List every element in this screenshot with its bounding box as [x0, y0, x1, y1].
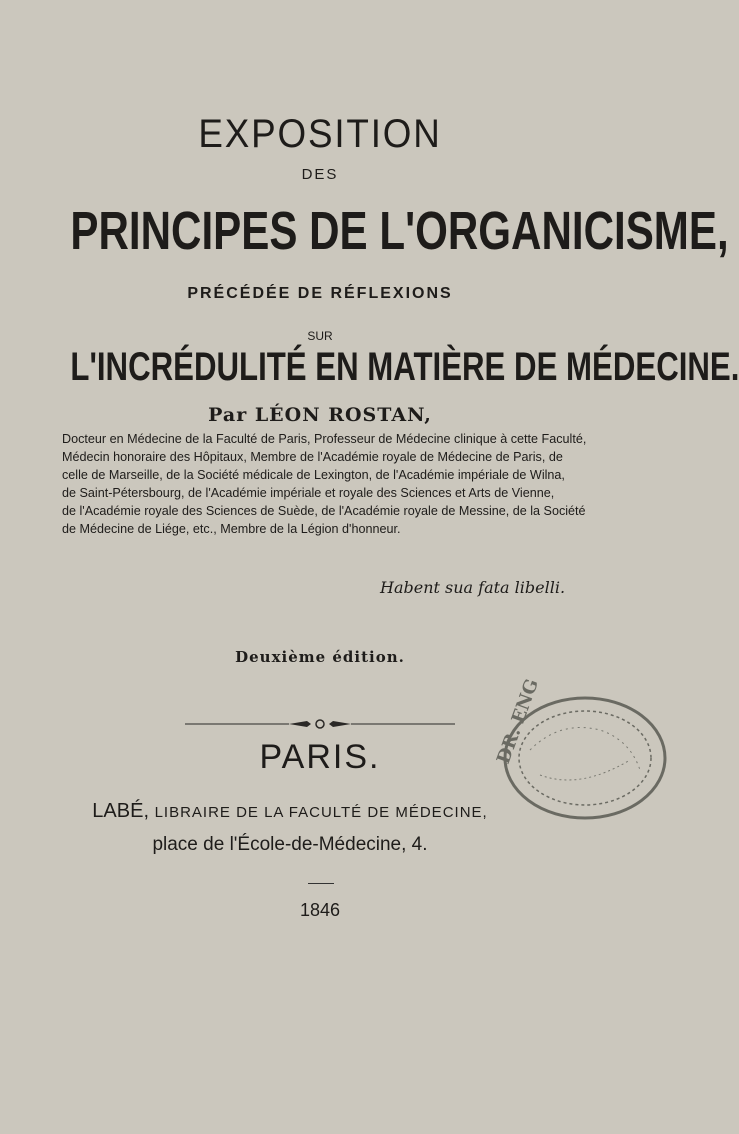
credentials-line: celle de Marseille, de la Société médicale de Lexington, de l'Académie impériale de Wilna, [62, 468, 565, 482]
author-line: Par LÉON ROSTAN, [208, 404, 432, 426]
credentials-line: de l'Académie royale des Sciences de Suède, de l'Académie royale de Messine, de la Société [62, 504, 586, 518]
title-line-sur: SUR [307, 329, 333, 343]
credentials-line: de Saint-Pétersbourg, de l'Académie impériale et royale des Sciences et Arts de Vienne, [62, 486, 555, 500]
library-stamp-image [490, 676, 650, 830]
title-line-principes: PRINCIPES DE L'ORGANICISME, [70, 201, 729, 261]
ornamental-divider [185, 718, 455, 730]
stamp-lettering: DR. ENG [492, 676, 544, 767]
author-credentials [62, 430, 602, 538]
title-line-incredulite: L'INCRÉDULITÉ EN MATIÈRE DE MÉDECINE. [70, 345, 739, 389]
title-line-exposition: EXPOSITION [198, 112, 442, 156]
title-line-precedee: PRÉCÉDÉE DE RÉFLEXIONS [187, 285, 453, 302]
epigraph: Habent sua fata libelli. [380, 578, 566, 597]
imprint-address: place de l'École-de-Médecine, 4. [152, 834, 428, 855]
publisher-description: LIBRAIRE DE LA FACULTÉ DE MÉDECINE, [154, 804, 488, 821]
credentials-line: Docteur en Médecine de la Faculté de Paris, Professeur de Médecine clinique à cette Faculté, [62, 432, 587, 446]
edition-statement: Deuxième édition. [235, 648, 405, 666]
imprint-city: PARIS. [259, 738, 381, 776]
title-line-des: DES [301, 166, 339, 183]
credentials-line: de Médecine de Liége, etc., Membre de la Légion d'honneur. [62, 522, 401, 536]
imprint-year: 1846 [299, 900, 341, 920]
short-rule [308, 883, 334, 884]
publisher-name: LABÉ, [92, 800, 149, 822]
credentials-line: Médecin honoraire des Hôpitaux, Membre de l'Académie royale de Médecine de Paris, de [62, 450, 563, 464]
